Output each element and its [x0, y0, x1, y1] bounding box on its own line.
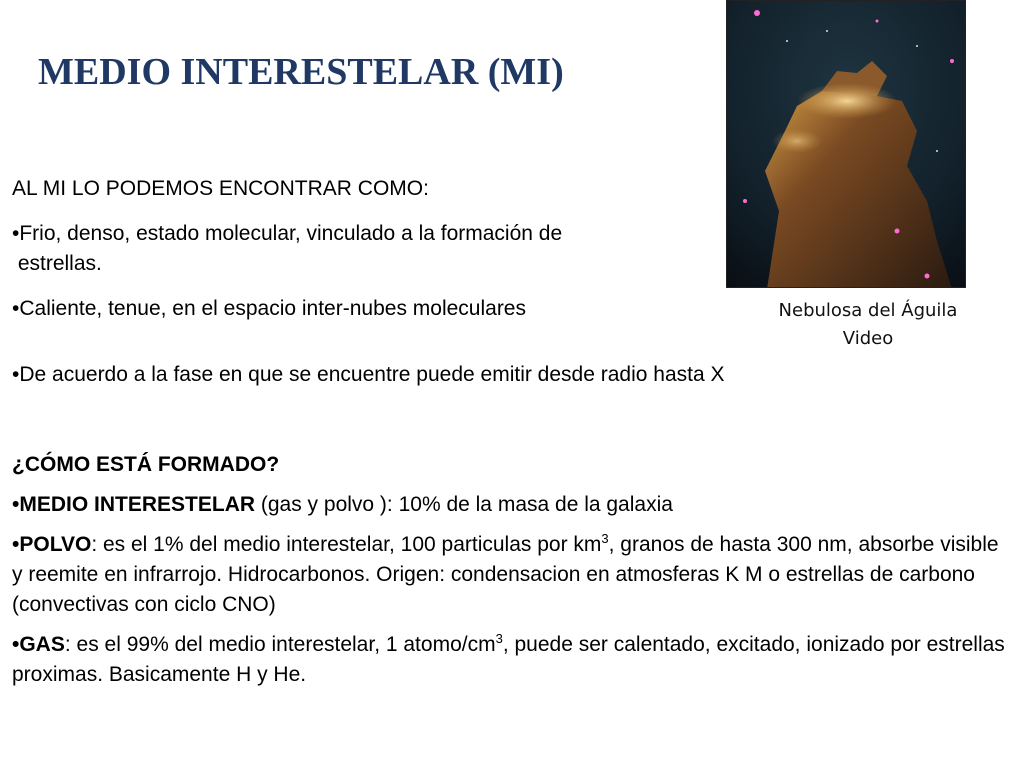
nebula-image[interactable] — [726, 0, 966, 288]
bullet-frio-continued: estrellas. — [12, 252, 102, 275]
gas-label: •GAS — [12, 633, 65, 656]
bullet-caliente: •Caliente, tenue, en el espacio inter-nubes moleculares — [12, 297, 526, 320]
intro-section — [12, 174, 712, 339]
emission-section — [12, 360, 1012, 405]
polvo-label: •POLVO — [12, 533, 92, 556]
nebula-caption — [726, 297, 1010, 353]
bullet-emision: •De acuerdo a la fase en que se encuentre puede emitir desde radio hasta X — [12, 363, 725, 386]
composition-section — [12, 450, 1012, 700]
slide-title: MEDIO INTERESTELAR (MI) — [38, 51, 564, 93]
bullet-medio-interestelar: •MEDIO INTERESTELAR (gas y polvo ): 10% de la masa de la galaxia — [12, 493, 673, 516]
video-link[interactable]: Video — [842, 328, 894, 349]
intro-heading: AL MI LO PODEMOS ENCONTRAR COMO: — [12, 177, 429, 200]
nebula-photo-icon — [727, 1, 966, 288]
bullet-polvo: •POLVO: es el 1% del medio interestelar, 100 particulas por $km^3$, granos de hasta 300 nm, absorbe visible y reemite en infrarrojo. Hidrocarbonos. Origen: condensacion en atmosferas K M o estrellas de carbono (convectivas con ciclo CNO) — [12, 531, 999, 616]
medio-label: •MEDIO INTERESTELAR — [12, 493, 256, 516]
bullet-frio: •Frio, denso, estado molecular, vinculado a la formación de — [12, 222, 563, 245]
composition-heading: ¿CÓMO ESTÁ FORMADO? — [12, 453, 280, 476]
caption-title: Nebulosa del Águila — [778, 300, 958, 321]
bullet-gas: •GAS: es el 99% del medio interestelar, 1 atomo/$cm^3$, puede ser calentado, excitado, ionizado por estrellas proximas. Basicamente H y He. — [12, 631, 1005, 686]
